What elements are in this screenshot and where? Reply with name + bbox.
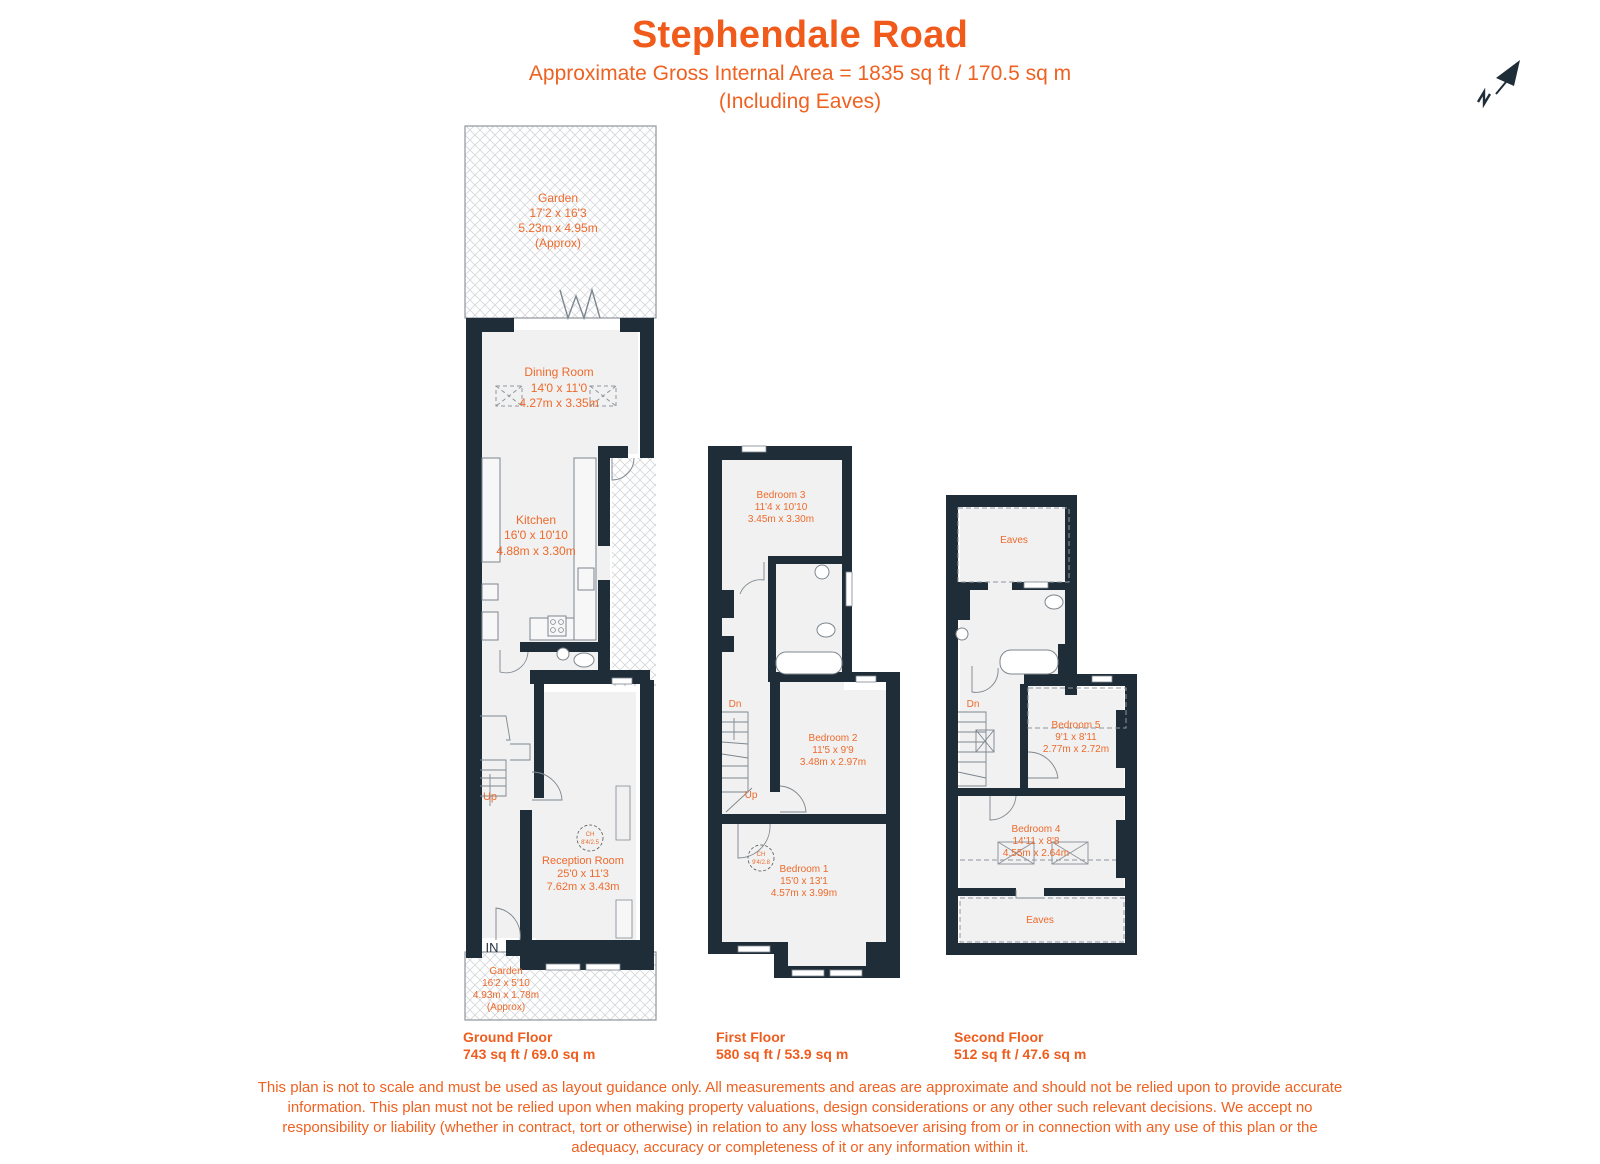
rear-garden-label: Garden: [537, 191, 579, 205]
second-floor-plan: [946, 495, 1137, 955]
svg-text:(Approx): (Approx): [486, 1002, 526, 1013]
svg-text:25'0 x 11'3: 25'0 x 11'3: [557, 868, 609, 880]
first-floor-summary: [716, 1029, 848, 1063]
svg-text:(Approx): (Approx): [534, 236, 582, 250]
svg-text:9'4/2.8: 9'4/2.8: [752, 860, 770, 866]
eaves-note: (Including Eaves): [718, 90, 882, 113]
first-floor-name: First Floor: [716, 1029, 786, 1045]
bedroom-3-label: Bedroom 3: [756, 490, 806, 501]
first-floor-plan: [708, 446, 900, 978]
ground-floor-name: Ground Floor: [463, 1029, 553, 1045]
svg-text:CH: CH: [585, 832, 595, 838]
bedroom-4-label: Bedroom 4: [1011, 824, 1061, 835]
eaves-upper-label: Eaves: [1000, 535, 1028, 546]
svg-text:15'0 x 13'1: 15'0 x 13'1: [780, 876, 828, 887]
dining-room-label: Dining Room: [524, 365, 594, 379]
svg-text:8'4/2.5: 8'4/2.5: [581, 840, 599, 846]
ground-floor-area: 743 sq ft / 69.0 sq m: [463, 1046, 596, 1062]
bedroom-5-label: Bedroom 5: [1051, 720, 1101, 731]
bedroom-2-label: Bedroom 2: [808, 733, 858, 744]
disclaimer: This plan is not to scale and must be used as layout guidance only. All measurements and areas are approximate and should not be relied upon to provide accurate information. This plan must not be relied upon when making property valuations, design considerations or any other such relevant decisions. We accept no responsibility or liability (whether in contract, tort or otherwise) in relation to any loss whatsoever arising from or in connection with any use of this plan or the adequacy, accuracy or completeness of it or any information within it.: [257, 1079, 1343, 1156]
svg-text:7.62m x 3.43m: 7.62m x 3.43m: [546, 881, 620, 893]
gross-internal-area: Approximate Gross Internal Area = 1835 sq ft / 170.5 sq m: [528, 62, 1072, 85]
svg-text:4.27m x 3.35m: 4.27m x 3.35m: [519, 396, 599, 410]
plan-title: Stephendale Road: [631, 14, 969, 56]
entrance-marker: IN: [485, 940, 499, 955]
stairs-down-marker: Dn: [966, 699, 980, 710]
svg-text:2.77m x 2.72m: 2.77m x 2.72m: [1042, 744, 1110, 755]
front-garden-label: Garden: [489, 966, 523, 977]
second-floor-summary: [954, 1029, 1086, 1063]
svg-text:11'4 x 10'10: 11'4 x 10'10: [754, 502, 808, 513]
reception-room-label: Reception Room: [542, 855, 624, 867]
svg-text:4.55m x 2.64m: 4.55m x 2.64m: [1002, 848, 1070, 859]
first-floor-area: 580 sq ft / 53.9 sq m: [716, 1046, 849, 1062]
svg-text:4.93m x 1.78m: 4.93m x 1.78m: [472, 990, 540, 1001]
svg-text:4.57m x 3.99m: 4.57m x 3.99m: [770, 888, 838, 899]
side-return: [612, 458, 656, 686]
kitchen-label: Kitchen: [515, 513, 557, 527]
svg-text:14'11 x 8'8: 14'11 x 8'8: [1012, 836, 1060, 847]
svg-text:14'0 x 11'0: 14'0 x 11'0: [530, 381, 588, 395]
eaves-lower-label: Eaves: [1026, 915, 1054, 926]
stairs-up-marker: Up: [482, 791, 498, 803]
svg-text:3.48m x 2.97m: 3.48m x 2.97m: [799, 757, 867, 768]
svg-text:16'2 x 5'10: 16'2 x 5'10: [482, 978, 530, 989]
stairs-up-marker: Up: [744, 790, 758, 801]
second-floor-area: 512 sq ft / 47.6 sq m: [954, 1046, 1087, 1062]
svg-text:11'5 x 9'9: 11'5 x 9'9: [812, 745, 854, 756]
svg-text:3.45m x 3.30m: 3.45m x 3.30m: [747, 514, 815, 525]
svg-text:17'2 x 16'3: 17'2 x 16'3: [529, 206, 587, 220]
stairs-down-marker: Dn: [728, 699, 742, 710]
svg-text:16'0 x 10'10: 16'0 x 10'10: [504, 528, 568, 542]
ground-floor-summary: [463, 1029, 595, 1063]
svg-text:CH: CH: [756, 852, 766, 858]
svg-text:5.23m x 4.95m: 5.23m x 4.95m: [518, 221, 598, 235]
second-floor-name: Second Floor: [954, 1029, 1044, 1045]
ground-floor-plan: [465, 126, 656, 1020]
svg-text:9'1 x 8'11: 9'1 x 8'11: [1055, 732, 1097, 743]
svg-text:4.88m x 3.30m: 4.88m x 3.30m: [496, 544, 576, 558]
bedroom-1-label: Bedroom 1: [779, 864, 829, 875]
